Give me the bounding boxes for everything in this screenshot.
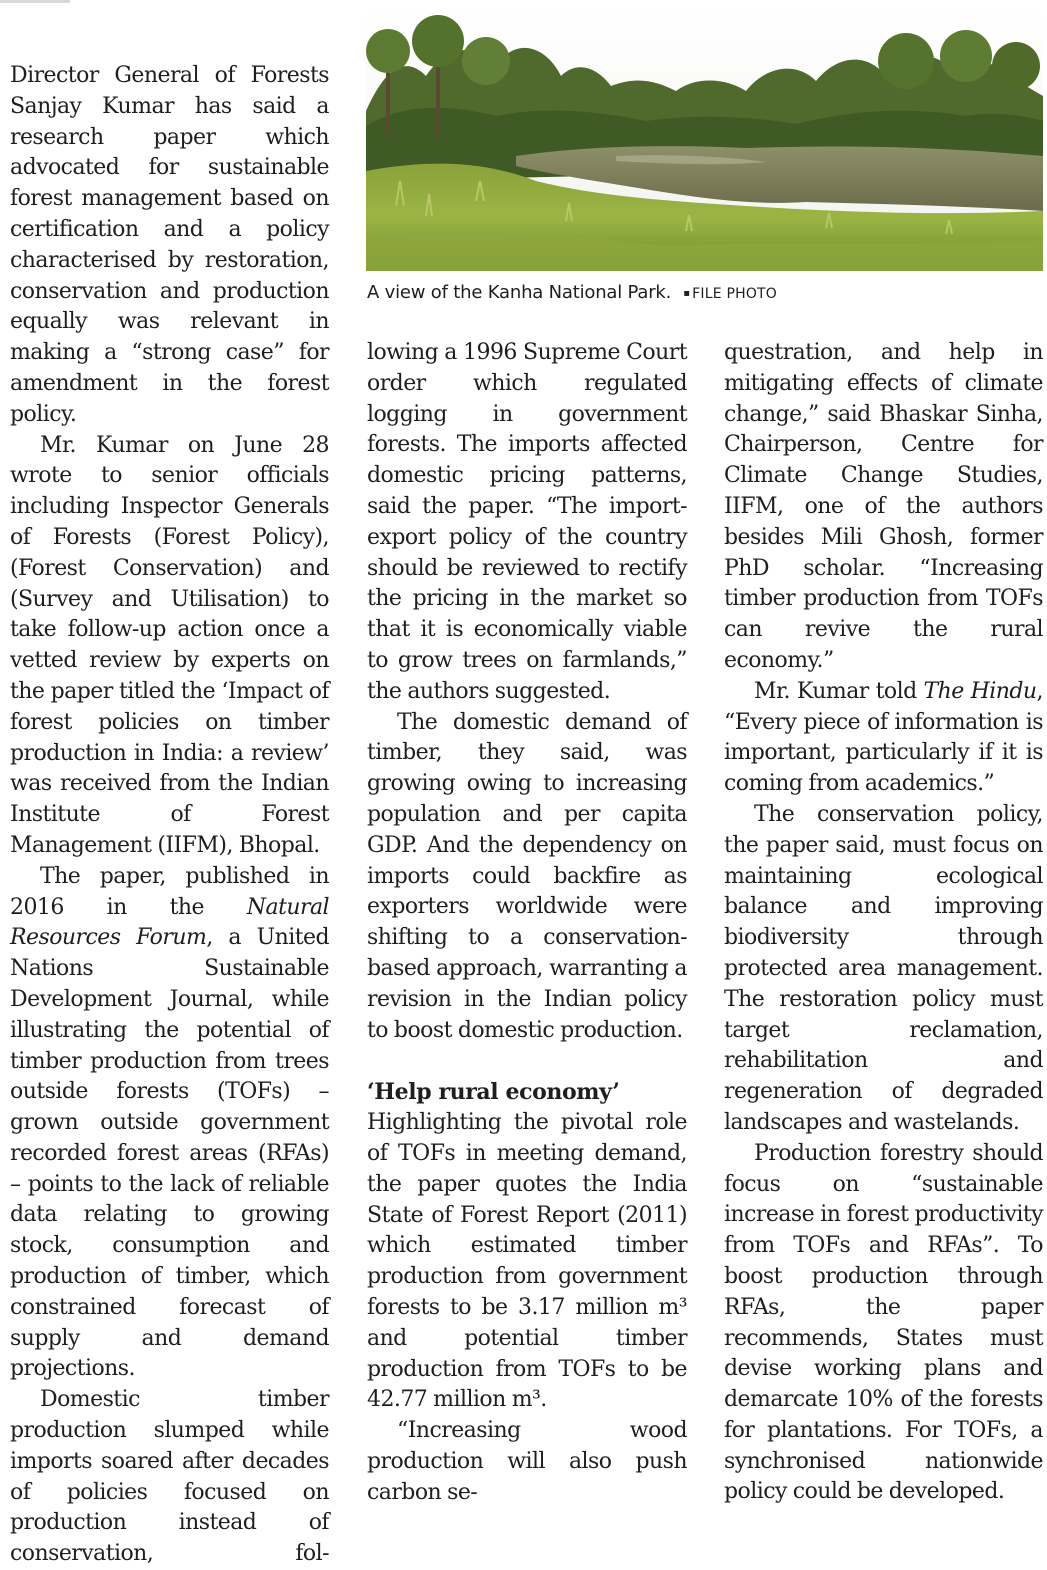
paragraph: Mr. Kumar on June 28 wrote to senior officials including Inspector Generals of Forests (Forest Policy), (Forest Conservation) and (Survey and Utilisation) to take follow-up action once a vetted review by experts on the paper titled the ‘Impact of forest policies on timber production in India: a review’ was received from the Indian Institute of Forest Management (IIFM), Bhopal. xyxy=(10,432,329,858)
paragraph: Domestic timber production slumped while imports soared after decades of policies focused on production instead of conservation, fol- xyxy=(10,1387,329,1567)
paragraph xyxy=(10,862,329,1386)
text-run: Mr. Kumar told xyxy=(754,678,924,704)
photo-credit xyxy=(683,286,777,302)
publication-name: Natural Resources Forum xyxy=(10,894,329,951)
article-column-1 xyxy=(10,61,329,1570)
paragraph: Production forestry should focus on “sustainable increase in forest productivity from TOFs and RFAs”. To boost production through RFAs, the paper recommends, States must devise working plans and demarcate 10% of the forests for plantations. For TOFs, a synchronised nationwide policy could be developed. xyxy=(724,1140,1043,1505)
kanha-park-photo xyxy=(366,6,1043,271)
paragraph: “Increasing wood production will also push carbon se- xyxy=(367,1418,687,1505)
credit-text: FILE PHOTO xyxy=(692,286,778,302)
paragraph: The conservation policy, the paper said, must focus on maintaining ecological balance and improving biodiversity through protected area management. The restoration policy must target reclamation, rehabilitation and regeneration of degraded landscapes and wastelands. xyxy=(724,801,1043,1135)
credit-bullet: ▪ xyxy=(683,288,691,299)
photo-caption xyxy=(367,282,777,303)
newspaper-name: The Hindu xyxy=(923,678,1037,704)
text-run: , “Every piece of information is important, particularly if it is coming from academics.” xyxy=(724,678,1043,797)
paragraph: questration, and help in mitigating effects of climate change,” said Bhaskar Sinha, Chairperson, Centre for Climate Change Studies, IIFM, one of the authors besides Mili Ghosh, former PhD scholar. “Increasing timber production from TOFs can revive the rural economy.” xyxy=(724,340,1043,673)
paragraph: Director General of Forests Sanjay Kumar has said a research paper which advocated for sustainable forest management based on certification and a policy characterised by restoration, conservation and production equally was relevant in making a “strong case” for amendment in the forest policy. xyxy=(10,63,329,427)
paragraph: lowing a 1996 Supreme Court order which regulated logging in government forests. The imports affected domestic pricing patterns, said the paper. “The import-export policy of the country should be reviewed to rectify the pricing in the market so that it is economically viable to grow trees on farmlands,” the authors suggested. xyxy=(367,340,687,704)
text-run: , a United Nations Sustainable Development Journal, while illustrating the potential of timber production from trees outside forests (TOFs) – grown outside government recorded forest areas (RFAs) – points to the lack of reliable data relating to growing stock, consumption and production of timber, which constrained forecast of supply and demand projections. xyxy=(10,925,329,1382)
paragraph xyxy=(724,677,1043,800)
paragraph: The domestic demand of timber, they said, was growing owing to increasing population and per capita GDP. And the dependency on imports could backfire as exporters worldwide were shifting to a conservation-based approach, warranting a revision in the Indian policy to boost domestic production. xyxy=(367,709,687,1043)
top-rule xyxy=(0,0,70,3)
article-column-2 xyxy=(367,338,687,1508)
text-run: The paper, published in 2016 in the xyxy=(10,863,329,920)
subheading: ‘Help rural economy’ xyxy=(367,1079,620,1106)
paragraph: Highlighting the pivotal role of TOFs in meeting demand, the paper quotes the India State of Forest Report (2011) which estimated timber production from government forests to be 3.17 million m³ and potential timber production from TOFs to be 42.77 million m³. xyxy=(367,1110,687,1413)
article-column-3 xyxy=(724,338,1043,1508)
landscape-image xyxy=(366,6,1043,271)
caption-text: A view of the Kanha National Park. xyxy=(367,282,672,303)
